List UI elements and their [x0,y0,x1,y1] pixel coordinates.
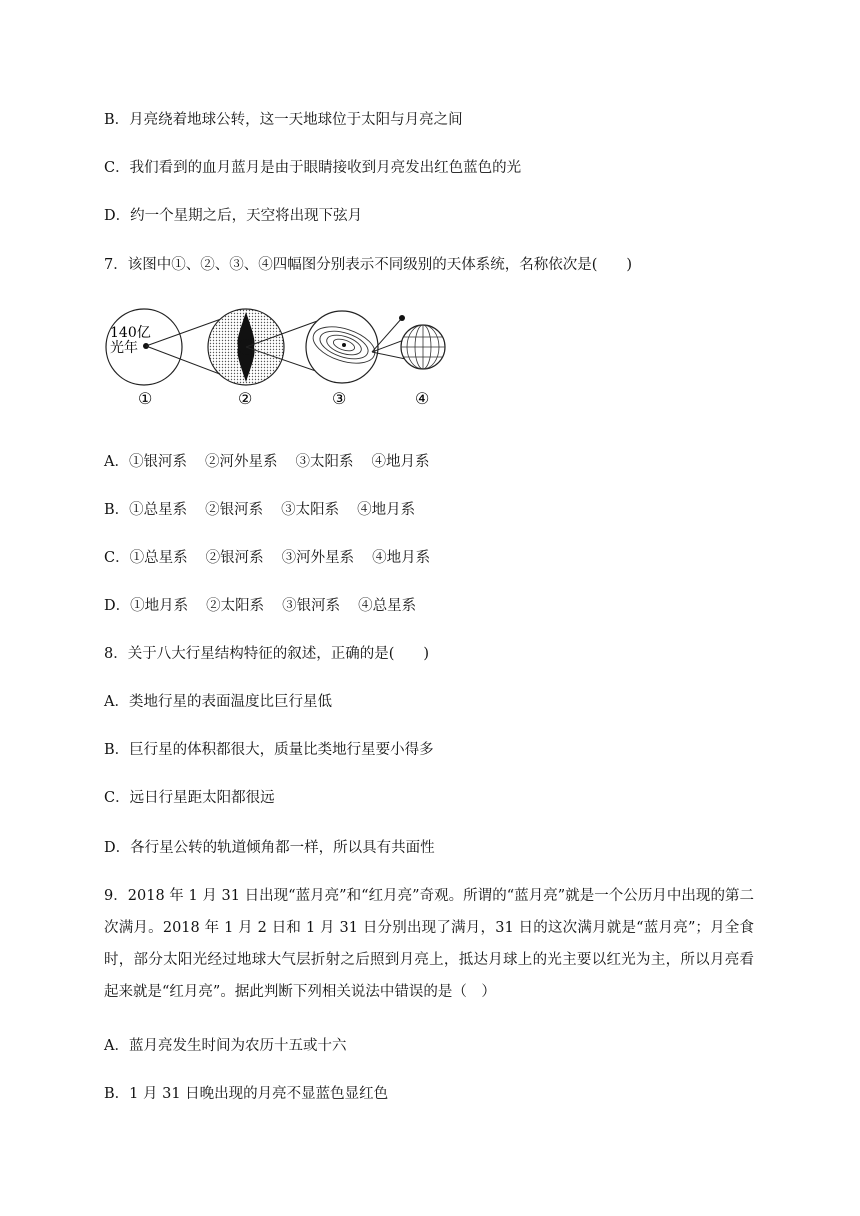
figure-label-3: ③ [332,389,347,408]
q7-option-a: A．①银河系 ②河外星系 ③太阳系 ④地月系 [104,454,430,470]
circle-4-earth-moon [401,325,445,369]
q6-option-d: D．约一个星期之后，天空将出现下弦月 [104,208,363,224]
q7-option-c: C．①总星系 ②银河系 ③河外星系 ④地月系 [104,550,431,566]
q8-stem: 8．关于八大行星结构特征的叙述，正确的是( ) [104,646,430,662]
celestial-systems-figure [104,300,464,415]
q6-option-c: C．我们看到的血月蓝月是由于眼睛接收到月亮发出红色蓝色的光 [104,160,522,176]
q7-option-b: B．①总星系 ②银河系 ③太阳系 ④地月系 [104,502,416,518]
q6-option-b: B．月亮绕着地球公转，这一天地球位于太阳与月亮之间 [104,112,463,128]
q7-stem: 7．该图中①、②、③、④四幅图分别表示不同级别的天体系统，名称依次是( ) [104,257,633,273]
q9-stem: 9．2018 年 1 月 31 日出现“蓝月亮”和“红月亮”奇观。所谓的“蓝月亮”就是一个公历月中出现的第二次满月。2018 年 1 月 2 日和 1 月 31 日分别出现了满月，31 日的这次满月就是“蓝月亮”；月全食时，部分太阳光经过地球大气层折射之后照到月亮上，抵达月球上的光主要以红光为主，所以月亮看起来就是“红月亮”。据此判断下列相关说法中错误的是（ ） [104,888,754,1000]
q7-option-d: D．①地月系 ②太阳系 ③银河系 ④总星系 [104,598,417,614]
q9-option-a: A．蓝月亮发生时间为农历十五或十六 [104,1038,347,1054]
figure-label-1: ① [138,389,153,408]
circle-1-label-distance: 140亿 [110,325,151,341]
circle-1-label-unit: 光年 [110,340,138,356]
q8-option-a: A．类地行星的表面温度比巨行星低 [104,694,332,710]
circle-1-universe [106,309,182,385]
figure-label-4: ④ [415,389,430,408]
q8-option-c: C．远日行星距太阳都很远 [104,790,275,806]
q8-option-b: B．巨行星的体积都很大，质量比类地行星要小得多 [104,742,434,758]
circle-3-solar-system [306,311,379,383]
figure-label-2: ② [238,389,253,408]
q9-option-b: B．1 月 31 日晚出现的月亮不显蓝色显红色 [104,1086,389,1102]
q8-option-d: D．各行星公转的轨道倾角都一样，所以具有共面性 [104,840,435,856]
